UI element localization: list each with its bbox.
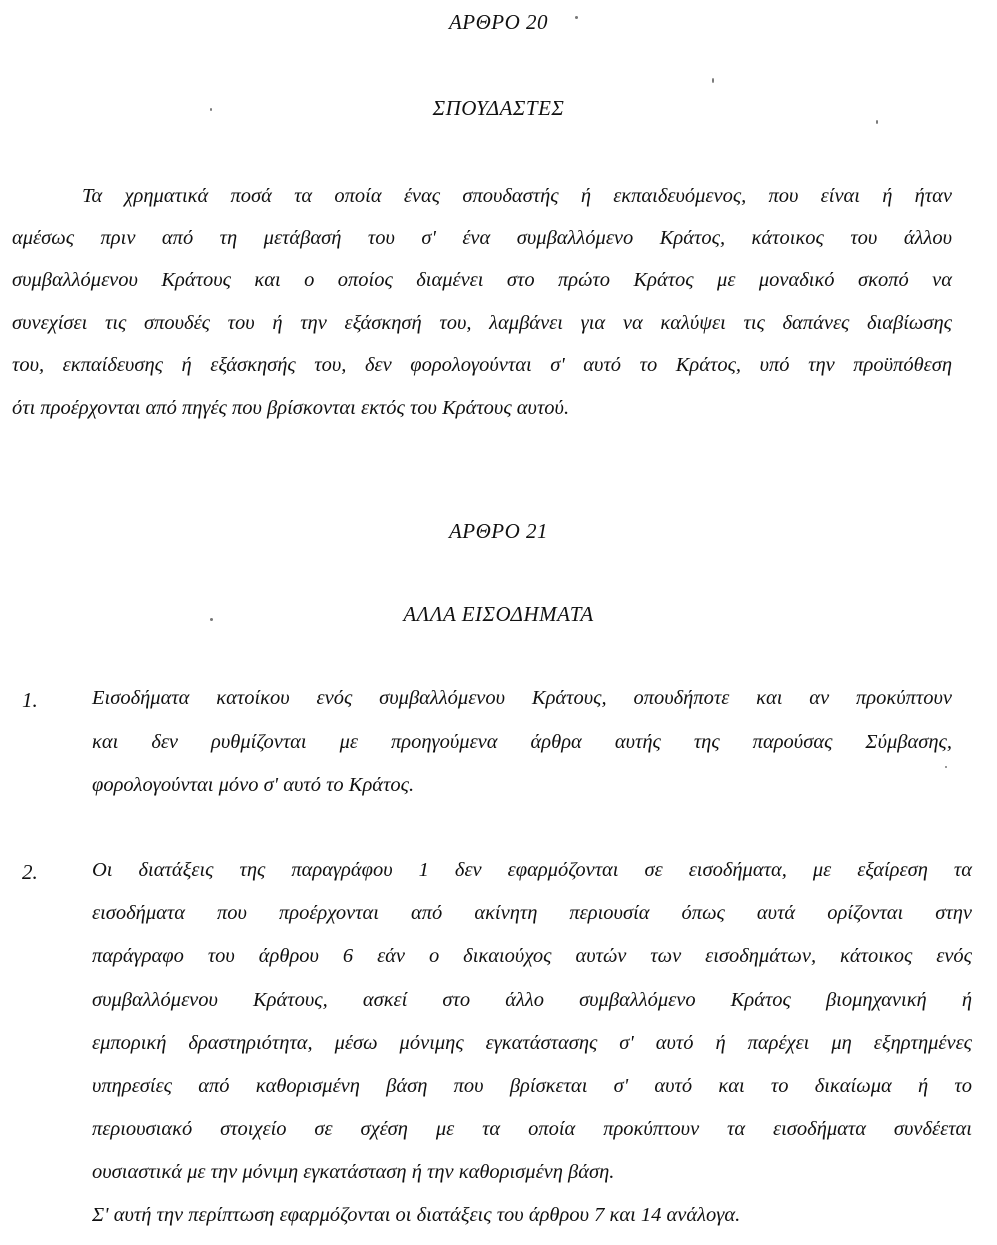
article-21-title: ΑΛΛΑ ΕΙΣΟΔΗΜΑΤΑ [403, 602, 594, 626]
article-20-line: αμέσως πριν από τη μετάβασή του σ' ένα συμβαλλόμενο Κράτος, κάτοικος του άλλου [12, 227, 952, 249]
article-20-line: συμβαλλόμενου Κράτους και ο οποίος διαμένει στο πρώτο Κράτος με μοναδικό σκοπό να [12, 269, 952, 291]
scan-speck [575, 16, 578, 19]
paragraph-line: Εισοδήματα κατοίκου ενός συμβαλλόμενου Κράτους, οπουδήποτε και αν προκύπτουν [92, 687, 952, 709]
paragraph-line: περιουσιακό στοιχείο σε σχέση με τα οποία προκύπτουν τα εισοδήματα συνδέεται [92, 1118, 972, 1140]
article-20-line: του, εκπαίδευσης ή εξάσκησής του, δεν φορολογούνται σ' αυτό το Κράτος, υπό την προϋπόθεση [12, 354, 952, 376]
paragraph-line: εμπορική δραστηριότητα, μέσω μόνιμης εγκατάστασης σ' αυτό ή παρέχει μη εξηρτημένες [92, 1032, 972, 1054]
scan-speck [210, 108, 212, 111]
scan-speck [210, 618, 213, 621]
paragraph-line: φορολογούνται μόνο σ' αυτό το Κράτος. [92, 774, 415, 796]
article-20-line: συνεχίσει τις σπουδές του ή την εξάσκησή του, λαμβάνει για να καλύψει τις δαπάνες διαβίωσης [12, 312, 952, 334]
scan-speck [876, 120, 878, 124]
scan-speck [712, 78, 714, 83]
paragraph-number: 1. [22, 688, 38, 712]
article-20-title: ΣΠΟΥΔΑΣΤΕΣ [432, 96, 565, 120]
paragraph-line: παράγραφο του άρθρου 6 εάν ο δικαιούχος αυτών των εισοδημάτων, κάτοικος ενός [92, 945, 972, 967]
article-20-number: ΑΡΘΡΟ 20 [448, 10, 549, 34]
paragraph-number: 2. [22, 860, 38, 884]
paragraph-line: και δεν ρυθμίζονται με προηγούμενα άρθρα αυτής της παρούσας Σύμβασης, [92, 731, 952, 753]
paragraph-line: Οι διατάξεις της παραγράφου 1 δεν εφαρμόζονται σε εισοδήματα, με εξαίρεση τα [92, 859, 972, 881]
scan-speck [945, 766, 947, 768]
article-20-line: ότι προέρχονται από πηγές που βρίσκονται εκτός του Κράτους αυτού. [12, 397, 570, 419]
article-21-number: ΑΡΘΡΟ 21 [448, 519, 549, 543]
article-20-line: Τα χρηματικά ποσά τα οποία ένας σπουδαστής ή εκπαιδευόμενος, που είναι ή ήταν [82, 185, 952, 207]
paragraph-line: Σ' αυτή την περίπτωση εφαρμόζονται οι διατάξεις του άρθρου 7 και 14 ανάλογα. [92, 1204, 741, 1226]
paragraph-line: υπηρεσίες από καθορισμένη βάση που βρίσκεται σ' αυτό και το δικαίωμα ή το [92, 1075, 972, 1097]
paragraph-line: ουσιαστικά με την μόνιμη εγκατάσταση ή την καθορισμένη βάση. [92, 1161, 615, 1183]
paragraph-line: συμβαλλόμενου Κράτους, ασκεί στο άλλο συμβαλλόμενο Κράτος βιομηχανική ή [92, 989, 972, 1011]
paragraph-line: εισοδήματα που προέρχονται από ακίνητη περιουσία όπως αυτά ορίζονται στην [92, 902, 972, 924]
